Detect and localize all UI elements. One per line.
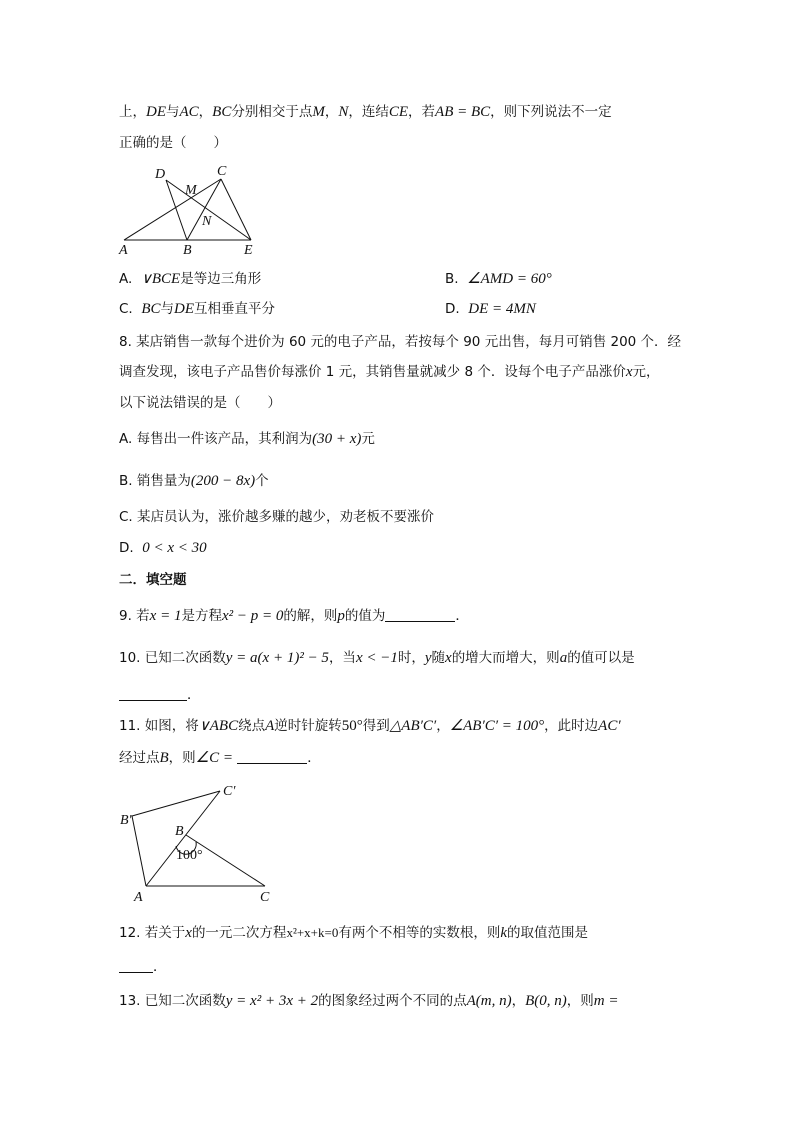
- text: ，则: [168, 750, 196, 766]
- q9: [119, 606, 469, 626]
- text: 随: [431, 650, 446, 666]
- text: ，连结: [348, 104, 389, 120]
- q8-stem-line2: [119, 362, 660, 382]
- text: 的图象经过两个不同的点: [318, 993, 467, 1009]
- q8-stem-line1: 8. 某店销售一款每个进价为 60 元的电子产品，若按每个 90 元出售，每月可销售 200 个．经: [119, 334, 682, 350]
- math: ∠C =: [195, 750, 233, 766]
- q8-option-b: [119, 471, 269, 491]
- text: 时，: [397, 650, 425, 666]
- math: x: [625, 364, 633, 380]
- text: 的增大而增大，则: [451, 650, 560, 666]
- q8-stem-line3: 以下说法错误的是（ ）: [119, 395, 281, 411]
- q7-option-c: [119, 299, 275, 319]
- q11-figure: [110, 778, 280, 906]
- q8-option-d: [119, 538, 207, 558]
- text: 的一元二次方程: [191, 925, 287, 941]
- math: ∨ABC: [198, 718, 239, 734]
- math: ∠AMD = 60°: [467, 271, 552, 287]
- text: ，则: [566, 993, 594, 1009]
- text: 的值可以是: [567, 650, 635, 666]
- math: BC: [141, 301, 161, 317]
- text: 逆时针旋转: [274, 718, 342, 734]
- text: ．: [307, 750, 321, 766]
- text: 与: [160, 301, 174, 317]
- math: AC: [179, 104, 199, 120]
- text: 调查发现，该电子产品售价每涨价 1 元，其销售量就减少 8 个．设每个电子产品涨价: [119, 364, 626, 380]
- text: A. 每售出一件该产品，其利润为: [119, 431, 313, 447]
- text: 元: [361, 431, 375, 447]
- text: ，当: [328, 650, 356, 666]
- text: B. 销售量为: [119, 473, 191, 489]
- text: ，: [324, 104, 339, 120]
- q11-line2: [119, 748, 321, 768]
- section-heading: 二．填空题: [119, 572, 187, 588]
- option-letter: D.: [445, 301, 460, 317]
- math: 50°: [341, 718, 363, 734]
- q12-line1: [119, 923, 588, 943]
- answer-blank[interactable]: [237, 749, 307, 764]
- math: AC′: [598, 718, 621, 734]
- q10-line1: [119, 648, 635, 668]
- text: 得到: [362, 718, 390, 734]
- answer-blank[interactable]: [385, 607, 455, 622]
- q7-figure: [110, 160, 270, 258]
- text: 元，: [632, 364, 660, 380]
- option-letter: A.: [119, 271, 133, 287]
- text: ，若: [408, 104, 436, 120]
- text: 与: [166, 104, 180, 120]
- math: x²+x+k=0: [286, 925, 339, 940]
- math: N: [338, 104, 349, 120]
- answer-blank[interactable]: [119, 686, 187, 701]
- math: ∨BCE: [140, 271, 181, 287]
- text: 分别相交于点: [231, 104, 313, 120]
- option-letter: B.: [445, 271, 459, 287]
- text: ，: [436, 718, 450, 734]
- math: DE: [146, 104, 166, 120]
- q7-option-b: [445, 269, 552, 289]
- text: 的解，则: [283, 608, 338, 624]
- text: 绕点: [238, 718, 266, 734]
- text: ，则下列说法不一定: [490, 104, 612, 120]
- label-N: N: [202, 214, 212, 229]
- math: DE: [173, 301, 194, 317]
- label-C-prime: C′: [223, 784, 236, 799]
- label-A: A: [119, 243, 128, 258]
- q8-option-c: C. 某店员认为，涨价越多赚的越少，劝老板不要涨价: [119, 509, 435, 525]
- text: 13. 已知二次函数: [119, 993, 226, 1009]
- answer-blank[interactable]: [119, 958, 153, 973]
- math: 0 < x < 30: [142, 540, 207, 556]
- math: x = 1: [149, 608, 182, 624]
- q11-line1: [119, 716, 621, 736]
- math: BC: [212, 104, 232, 120]
- label-B-prime: B′: [120, 813, 132, 828]
- math: DE = 4MN: [468, 301, 536, 317]
- text: ，此时边: [544, 718, 599, 734]
- math: ∠AB′C′ = 100°: [449, 718, 545, 734]
- text: 12. 若关于: [119, 925, 186, 941]
- math: CE: [388, 104, 409, 120]
- math: x < −1: [355, 650, 398, 666]
- label-B: B: [183, 243, 192, 258]
- text: 是等边三角形: [180, 271, 262, 287]
- text: 的取值范围是: [507, 925, 589, 941]
- q7-stem-line2: 正确的是（ ）: [119, 135, 227, 151]
- option-letter: D.: [119, 540, 134, 556]
- math: x: [445, 650, 452, 666]
- q12-line2: [119, 957, 167, 977]
- label-C: C: [260, 890, 270, 905]
- text: 个: [255, 473, 269, 489]
- math: AB = BC: [435, 104, 491, 120]
- text: ，: [198, 104, 213, 120]
- math: △AB′C′: [389, 718, 437, 734]
- text: 互相垂直平分: [193, 301, 275, 317]
- text: ．: [153, 959, 167, 975]
- label-E: E: [244, 243, 253, 258]
- text: 11. 如图，将: [119, 718, 199, 734]
- angle-label: 100°: [176, 848, 203, 863]
- text: ，: [511, 993, 526, 1009]
- text: 有两个不相等的实数根，则: [338, 925, 501, 941]
- math: A(m, n): [466, 993, 512, 1009]
- math: M: [312, 104, 325, 120]
- math: y = x² + 3x + 2: [225, 993, 319, 1009]
- label-C: C: [217, 164, 227, 179]
- math: A: [265, 718, 275, 734]
- label-B: B: [175, 824, 184, 839]
- label-M: M: [185, 183, 197, 198]
- math: m =: [593, 993, 619, 1009]
- text: 上，: [119, 104, 146, 120]
- text: 9. 若: [119, 608, 150, 624]
- text: 经过点: [119, 750, 160, 766]
- math: y: [424, 650, 432, 666]
- q13: [119, 991, 618, 1011]
- text: 的值为: [344, 608, 386, 624]
- math: k: [500, 925, 508, 941]
- math: B: [159, 750, 169, 766]
- q7-option-d: [445, 299, 536, 319]
- text: 10. 已知二次函数: [119, 650, 226, 666]
- math: B(0, n): [525, 993, 567, 1009]
- text: ．: [455, 608, 469, 624]
- math: (30 + x): [312, 431, 362, 447]
- q7-option-a: [119, 269, 261, 289]
- math: a: [559, 650, 568, 666]
- label-A: A: [134, 890, 143, 905]
- q7-stem-line1: [119, 102, 612, 122]
- math: x² − p = 0: [221, 608, 284, 624]
- math: y = a(x + 1)² − 5: [225, 650, 329, 666]
- math: p: [337, 608, 345, 624]
- q10-line2: [119, 685, 201, 705]
- option-letter: C.: [119, 301, 133, 317]
- text: 是方程: [181, 608, 222, 624]
- math: (200 − 8x): [190, 473, 256, 489]
- label-D: D: [155, 167, 166, 182]
- text: ．: [187, 687, 201, 703]
- q8-option-a: [119, 429, 375, 449]
- math: x: [185, 925, 192, 941]
